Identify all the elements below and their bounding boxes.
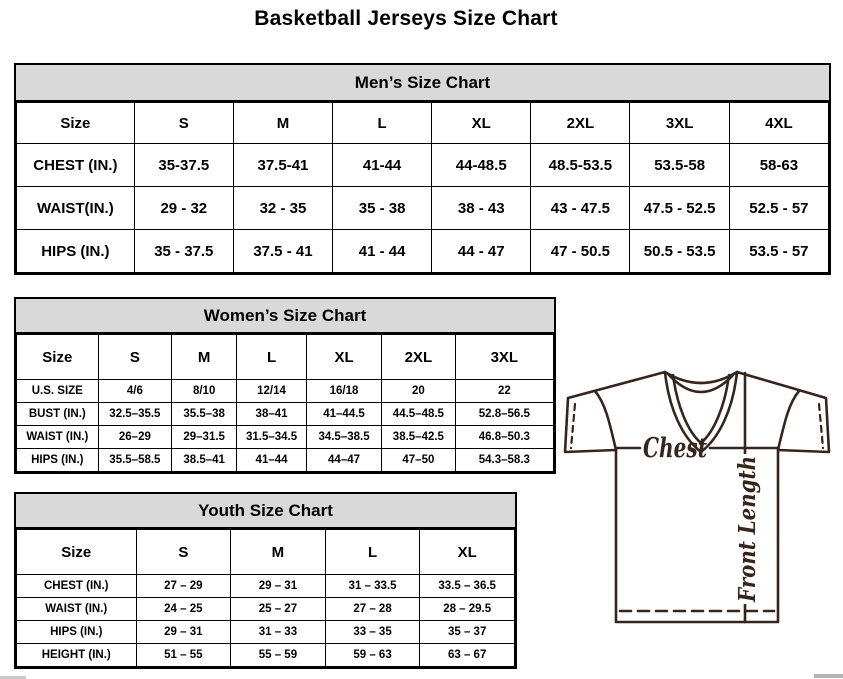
value-cell: 27 – 29	[136, 575, 231, 598]
table-header-row	[17, 103, 829, 144]
front-length-label: Front Length	[734, 432, 761, 602]
header-cell: L	[333, 103, 432, 144]
value-cell: 31 – 33	[231, 621, 326, 644]
value-cell: 44-48.5	[432, 144, 531, 187]
header-cell: 2XL	[531, 103, 630, 144]
value-cell: 31.5–34.5	[237, 426, 307, 449]
womens-size-chart	[14, 297, 556, 474]
size-header-cell: Size	[17, 530, 137, 575]
value-cell: 37.5-41	[233, 144, 332, 187]
header-cell: M	[233, 103, 332, 144]
value-cell: 35.5–38	[172, 403, 237, 426]
header-cell: S	[136, 530, 231, 575]
row-label: CHEST (IN.)	[17, 575, 137, 598]
value-cell: 44 - 47	[432, 230, 531, 273]
table-row	[17, 403, 554, 426]
youth-size-chart	[14, 492, 517, 669]
value-cell: 63 – 67	[420, 644, 515, 667]
womens-table	[16, 334, 554, 472]
header-cell: M	[231, 530, 326, 575]
value-cell: 47.5 - 52.5	[630, 187, 729, 230]
value-cell: 47–50	[382, 449, 456, 472]
left-sleeve-seam	[595, 391, 616, 450]
value-cell: 29 – 31	[136, 621, 231, 644]
value-cell: 25 – 27	[231, 598, 326, 621]
header-cell: L	[237, 335, 307, 380]
header-cell: 3XL	[455, 335, 553, 380]
value-cell: 55 – 59	[231, 644, 326, 667]
header-cell: 3XL	[630, 103, 729, 144]
value-cell: 8/10	[172, 380, 237, 403]
mens-table	[16, 102, 829, 273]
value-cell: 54.3–58.3	[455, 449, 553, 472]
youth-table	[16, 529, 515, 667]
value-cell: 32.5–35.5	[98, 403, 172, 426]
youth-chart-title: Youth Size Chart	[16, 494, 515, 529]
header-cell: XL	[420, 530, 515, 575]
table-row	[17, 621, 515, 644]
value-cell: 35 - 37.5	[134, 230, 233, 273]
right-cuff-dashed-line	[819, 404, 823, 448]
table-row	[17, 644, 515, 667]
value-cell: 50.5 - 53.5	[630, 230, 729, 273]
size-header-cell: Size	[17, 103, 135, 144]
value-cell: 51 – 55	[136, 644, 231, 667]
value-cell: 41–44	[237, 449, 307, 472]
value-cell: 43 - 47.5	[531, 187, 630, 230]
table-row	[17, 187, 829, 230]
header-cell: 2XL	[382, 335, 456, 380]
value-cell: 38 - 43	[432, 187, 531, 230]
row-label: HIPS (IN.)	[17, 621, 137, 644]
value-cell: 20	[382, 380, 456, 403]
header-cell: XL	[306, 335, 381, 380]
header-cell: XL	[432, 103, 531, 144]
value-cell: 41–44.5	[306, 403, 381, 426]
value-cell: 53.5-58	[630, 144, 729, 187]
table-row	[17, 598, 515, 621]
value-cell: 32 - 35	[233, 187, 332, 230]
header-cell: 4XL	[729, 103, 828, 144]
value-cell: 29–31.5	[172, 426, 237, 449]
table-row	[17, 230, 829, 273]
value-cell: 33 – 35	[325, 621, 420, 644]
value-cell: 47 - 50.5	[531, 230, 630, 273]
mens-size-chart	[14, 63, 831, 275]
value-cell: 41 - 44	[333, 230, 432, 273]
value-cell: 35 – 37	[420, 621, 515, 644]
value-cell: 58-63	[729, 144, 828, 187]
value-cell: 38.5–41	[172, 449, 237, 472]
header-cell: S	[98, 335, 172, 380]
value-cell: 48.5-53.5	[531, 144, 630, 187]
value-cell: 33.5 – 36.5	[420, 575, 515, 598]
value-cell: 35 - 38	[333, 187, 432, 230]
left-cuff-dashed-line	[571, 404, 575, 448]
value-cell: 22	[455, 380, 553, 403]
value-cell: 53.5 - 57	[729, 230, 828, 273]
value-cell: 52.5 - 57	[729, 187, 828, 230]
header-cell: L	[325, 530, 420, 575]
right-sleeve-seam	[778, 391, 799, 450]
table-row	[17, 575, 515, 598]
row-label: U.S. SIZE	[17, 380, 99, 403]
value-cell: 4/6	[98, 380, 172, 403]
row-label: BUST (IN.)	[17, 403, 99, 426]
header-cell: S	[134, 103, 233, 144]
value-cell: 38.5–42.5	[382, 426, 456, 449]
value-cell: 35-37.5	[134, 144, 233, 187]
row-label: CHEST (IN.)	[17, 144, 135, 187]
value-cell: 26–29	[98, 426, 172, 449]
row-label: HEIGHT (IN.)	[17, 644, 137, 667]
value-cell: 34.5–38.5	[306, 426, 381, 449]
value-cell: 29 – 31	[231, 575, 326, 598]
value-cell: 59 – 63	[325, 644, 420, 667]
row-label: HIPS (IN.)	[17, 230, 135, 273]
value-cell: 35.5–58.5	[98, 449, 172, 472]
value-cell: 44.5–48.5	[382, 403, 456, 426]
table-header-row	[17, 530, 515, 575]
jersey-diagram	[552, 358, 843, 630]
page-title: Basketball Jerseys Size Chart	[254, 7, 558, 30]
scrollbar-fragment-right	[814, 674, 843, 678]
chest-label: Chest	[643, 433, 708, 464]
value-cell: 24 – 25	[136, 598, 231, 621]
value-cell: 31 – 33.5	[325, 575, 420, 598]
table-row	[17, 449, 554, 472]
value-cell: 27 – 28	[325, 598, 420, 621]
value-cell: 38–41	[237, 403, 307, 426]
size-header-cell: Size	[17, 335, 99, 380]
mens-chart-title: Men’s Size Chart	[16, 65, 829, 102]
value-cell: 12/14	[237, 380, 307, 403]
row-label: WAIST(IN.)	[17, 187, 135, 230]
table-row	[17, 144, 829, 187]
table-row	[17, 380, 554, 403]
value-cell: 37.5 - 41	[233, 230, 332, 273]
value-cell: 46.8–50.3	[455, 426, 553, 449]
header-cell: M	[172, 335, 237, 380]
womens-chart-title: Women’s Size Chart	[16, 299, 554, 334]
value-cell: 28 – 29.5	[420, 598, 515, 621]
value-cell: 41-44	[333, 144, 432, 187]
row-label: HIPS (IN.)	[17, 449, 99, 472]
value-cell: 52.8–56.5	[455, 403, 553, 426]
value-cell: 44–47	[306, 449, 381, 472]
row-label: WAIST (IN.)	[17, 598, 137, 621]
table-row	[17, 426, 554, 449]
value-cell: 16/18	[306, 380, 381, 403]
row-label: WAIST (IN.)	[17, 426, 99, 449]
value-cell: 29 - 32	[134, 187, 233, 230]
table-header-row	[17, 335, 554, 380]
